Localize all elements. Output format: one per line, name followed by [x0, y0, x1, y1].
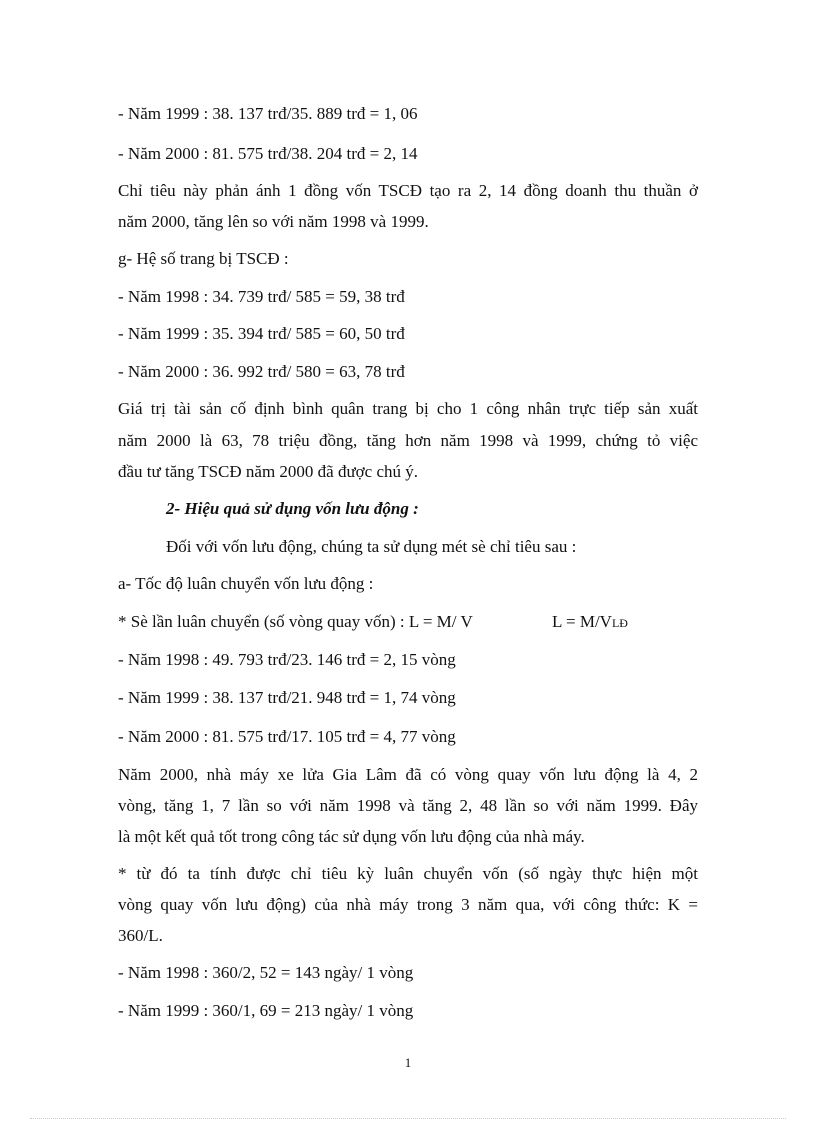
text-line: Đối với vốn lưu động, chúng ta sử dụng mét sè chỉ tiêu sau : [166, 537, 577, 556]
text-line: Chỉ tiêu này phản ánh 1 đồng vốn TSCĐ tạo ra 2, 14 đồng doanh thu thuần ở [118, 181, 698, 200]
text-line: - Năm 1998 : 360/2, 52 = 143 ngày/ 1 vòng [118, 963, 414, 982]
text-line: - Năm 1998 : 49. 793 trđ/23. 146 trđ = 2, 15 vòng [118, 650, 456, 669]
text-line: - Năm 1998 : 34. 739 trđ/ 585 = 59, 38 trđ [118, 287, 405, 306]
text-line: đầu tư tăng TSCĐ năm 2000 đã được chú ý. [118, 462, 419, 481]
section-label: g- Hệ số trang bị TSCĐ : [118, 249, 289, 268]
text-line: - Năm 2000 : 81. 575 trđ/38. 204 trđ = 2, 14 [118, 144, 418, 163]
text-line: - Năm 1999 : 360/1, 69 = 213 ngày/ 1 vòng [118, 1001, 414, 1020]
text-line: - Năm 2000 : 36. 992 trđ/ 580 = 63, 78 trđ [118, 362, 405, 381]
text-line: là một kết quả tốt trong công tác sử dụng vốn lưu động của nhà máy. [118, 827, 585, 846]
page-bottom-divider [30, 1118, 786, 1119]
text-line: - Năm 1999 : 38. 137 trđ/21. 948 trđ = 1, 74 vòng [118, 688, 456, 707]
section-heading: 2- Hiệu quả sử dụng vốn lưu động : [166, 499, 419, 518]
page-number: 1 [404, 1055, 412, 1070]
text-line: - Năm 2000 : 81. 575 trđ/17. 105 trđ = 4, 77 vòng [118, 727, 456, 746]
text-line: - Năm 1999 : 38. 137 trđ/35. 889 trđ = 1, 06 [118, 104, 418, 123]
text-line: * từ đó ta tính được chỉ tiêu kỳ luân chuyển vốn (số ngày thực hiện một [118, 864, 698, 883]
text-line: năm 2000 là 63, 78 triệu đồng, tăng hơn năm 1998 và 1999, chứng tỏ việc [118, 431, 698, 450]
text-line: Năm 2000, nhà máy xe lửa Gia Lâm đã có vòng quay vốn lưu động là 4, 2 [118, 765, 698, 784]
text-line: vòng quay vốn lưu động) của nhà máy trong 3 năm qua, với công thức: K = [118, 895, 698, 914]
text-line: 360/L. [118, 926, 163, 945]
text-line: - Năm 1999 : 35. 394 trđ/ 585 = 60, 50 trđ [118, 324, 405, 343]
text-line: vòng, tăng 1, 7 lần so với năm 1998 và tăng 2, 48 lần so với năm 1999. Đây [118, 796, 698, 815]
formula-subscript: LĐ [611, 616, 628, 630]
formula-expression [552, 612, 672, 633]
section-label: a- Tốc độ luân chuyển vốn lưu động : [118, 574, 374, 593]
text-line: năm 2000, tăng lên so với năm 1998 và 1999. [118, 212, 429, 231]
formula-line: * Sè lần luân chuyển (số vòng quay vốn) : L = M/ V [118, 612, 473, 631]
formula-main: L = M/V [552, 612, 612, 631]
text-line: Giá trị tài sản cố định bình quân trang bị cho 1 công nhân trực tiếp sản xuất [118, 399, 698, 418]
